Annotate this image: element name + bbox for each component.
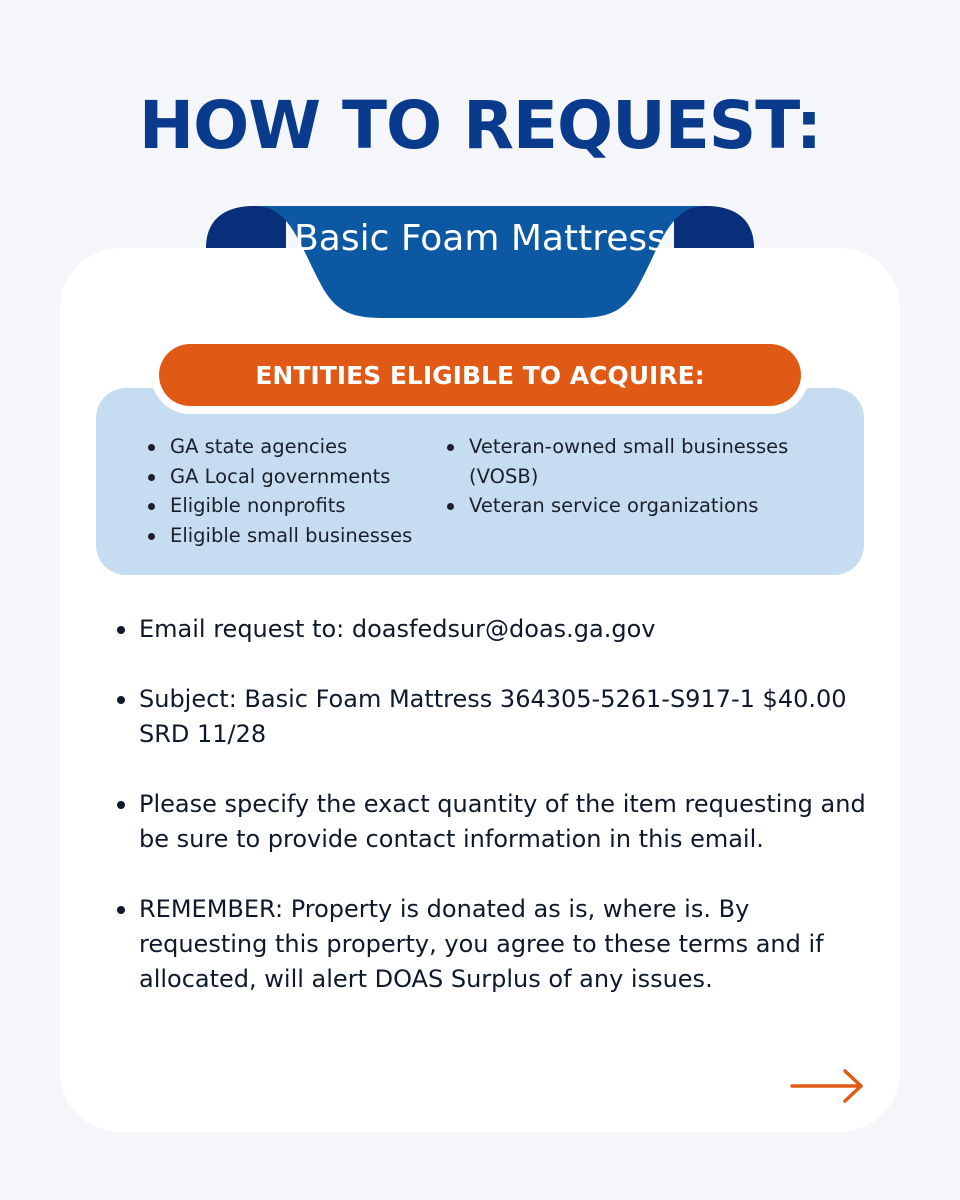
eligibility-banner — [151, 336, 809, 414]
eligible-entities-right — [445, 432, 845, 521]
list-item: GA state agencies — [146, 432, 446, 462]
title-ribbon — [204, 205, 756, 321]
request-instructions — [116, 612, 876, 1032]
eligibility-heading: ENTITIES ELIGIBLE TO ACQUIRE: — [255, 360, 705, 390]
instruction-quantity: Please specify the exact quantity of the item requesting and be sure to provide contact information in this email. — [116, 787, 876, 857]
eligibility-banner-fill — [159, 344, 801, 406]
product-title: Basic Foam Mattress — [294, 218, 666, 259]
instruction-email: Email request to: doasfedsur@doas.ga.gov — [116, 612, 876, 647]
instruction-remember: REMEMBER: Property is donated as is, where is. By requesting this property, you agree to these terms and if allocated, will alert DOAS Surplus of any issues. — [116, 892, 876, 997]
instruction-subject: Subject: Basic Foam Mattress 364305-5261-S917-1 $40.00 SRD 11/28 — [116, 682, 876, 752]
eligible-entities-left — [146, 432, 446, 550]
list-item: GA Local governments — [146, 462, 446, 492]
list-item: Veteran-owned small businesses (VOSB) — [445, 432, 845, 491]
list-item: Eligible nonprofits — [146, 491, 446, 521]
arrow-right-icon[interactable] — [790, 1068, 866, 1104]
list-item: Eligible small businesses — [146, 521, 446, 551]
page-title: HOW TO REQUEST: — [138, 87, 822, 164]
list-item: Veteran service organizations — [445, 491, 845, 521]
